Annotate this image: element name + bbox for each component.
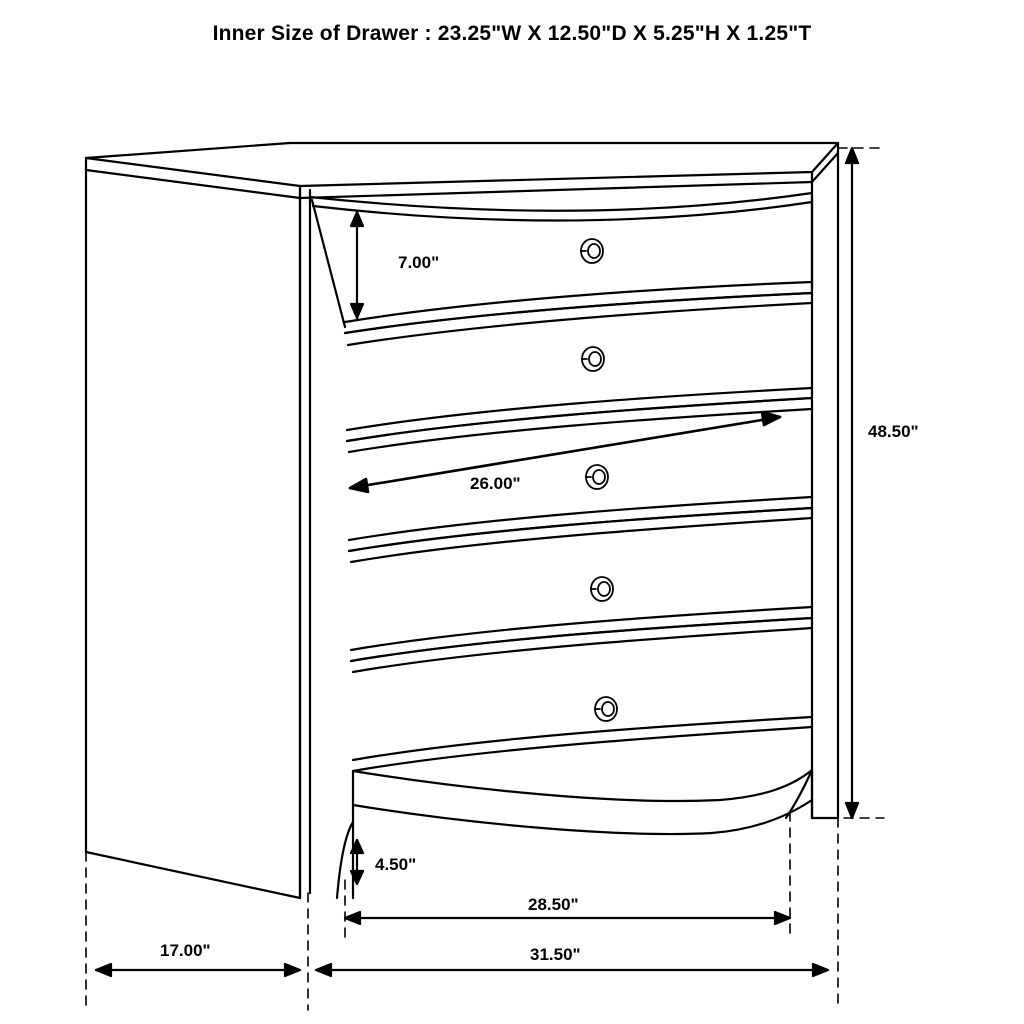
drawer-knob-5: [595, 697, 617, 721]
drawer-knob-1: [581, 239, 603, 263]
extension-lines: [86, 148, 884, 1010]
dimension-label-overall-depth: 17.00": [160, 941, 211, 960]
dimension-label-front-panel-width: 28.50": [528, 895, 579, 914]
dimension-label-drawer-height: 7.00": [398, 253, 440, 272]
drawer-front-1: [310, 193, 812, 333]
drawer-knob-4: [591, 577, 613, 601]
dimension-arrow-drawer-width: [350, 412, 780, 492]
dimension-arrow-overall-height: [846, 148, 858, 818]
cabinet-top-surface: [86, 143, 838, 198]
cabinet-left-side: [86, 170, 300, 898]
dimension-label-overall-height: 48.50": [868, 422, 919, 441]
cabinet-apron: [337, 770, 812, 898]
drawer-front-5: [351, 618, 812, 771]
dimension-arrow-overall-depth: [96, 964, 300, 976]
dimension-label-overall-width: 31.50": [530, 945, 581, 964]
diagram-title: Inner Size of Drawer : 23.25"W X 12.50"D X 5.25"H X 1.25"T: [212, 22, 812, 45]
dimension-arrow-overall-width: [316, 964, 828, 976]
dimension-label-leg-height: 4.50": [375, 855, 417, 874]
drawer-front-4: [349, 508, 812, 661]
drawer-front-2: [345, 293, 812, 441]
dimension-arrow-drawer-height: [351, 212, 363, 318]
drawer-knob-3: [586, 465, 608, 489]
drawer-knob-2: [582, 347, 604, 371]
dimension-label-drawer-width: 26.00": [470, 474, 521, 493]
